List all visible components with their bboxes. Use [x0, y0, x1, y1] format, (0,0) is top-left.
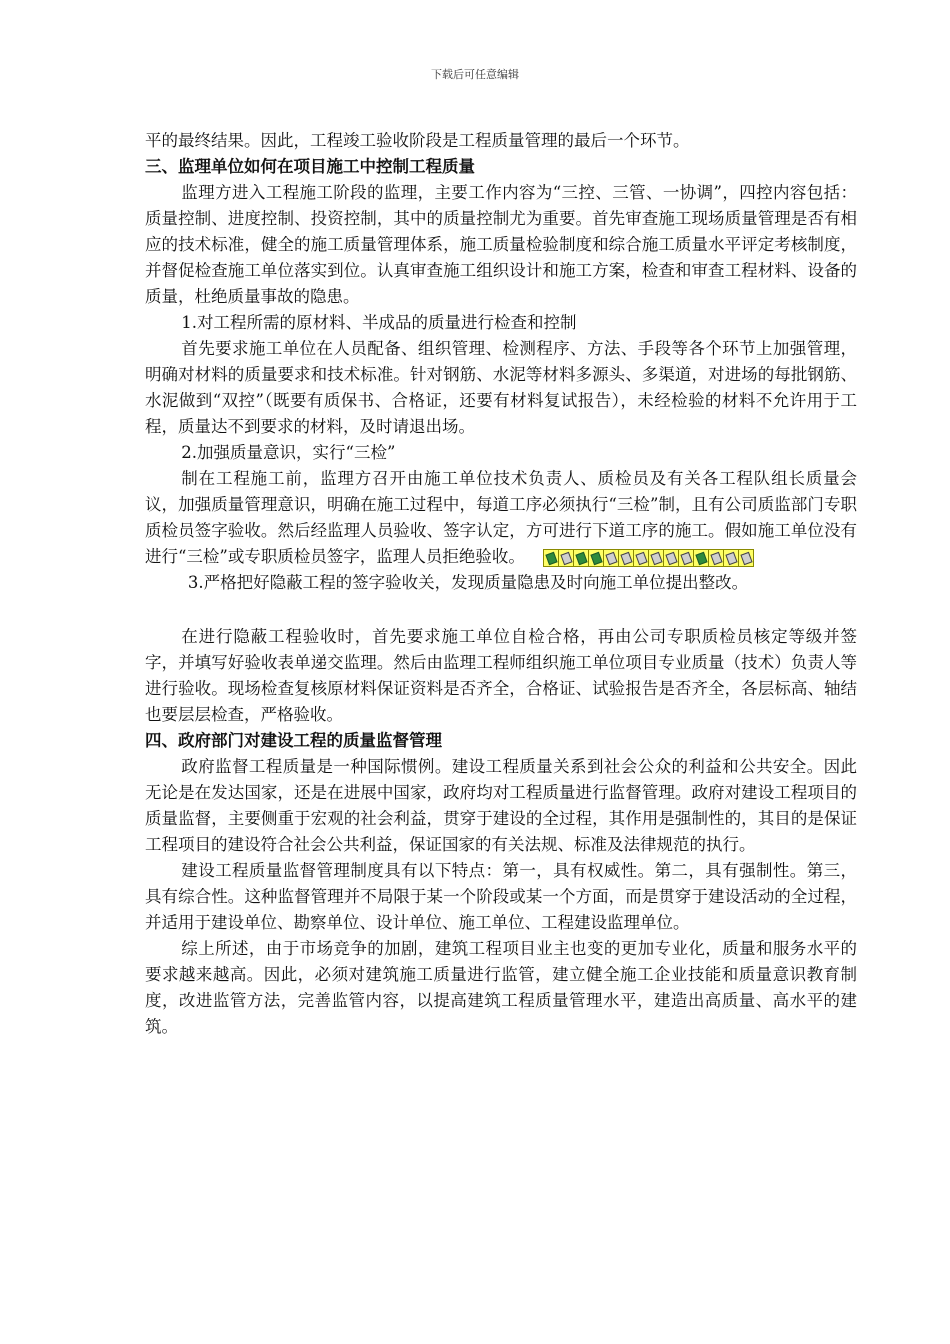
pen-icon [589, 550, 604, 566]
paragraph-conclusion: 综上所述，由于市场竞争的加剧，建筑工程项目业主也变的更加专业化，质量和服务水平的要求越来越高。因此，必须对建筑施工质量进行监管，建立健全施工企业技能和质量意识教育制度，改进监管方法，完善监管内容，以提高建筑工程质量管理水平，建造出高质量、高水平的建筑。 [145, 939, 857, 1036]
pen-icon [694, 550, 709, 566]
paragraph-concealed-works: 在进行隐蔽工程验收时，首先要求施工单位自检合格，再由公司专职质检员核定等级并签字，并填写好验收表单递交监理。然后由监理工程师组织施工单位项目专业质量（技术）负责人等进行验收。现场检查复核原材料保证资料是否齐全，合格证、试验报告是否齐全，各层标高、轴结也要层层检查，严格验收。 [145, 627, 857, 724]
pencil-icon [664, 550, 679, 566]
subheading-1: 1.对工程所需的原材料、半成品的质量进行检查和控制 [181, 313, 577, 332]
paragraph-supervision-intro: 监理方进入工程施工阶段的监理，主要工作内容为“三控、三管、一协调”，四控内容包括：质量控制、进度控制、投资控制，其中的质量控制尤为重要。首先审查施工现场质量管理是否有相应的技术标准，健全的施工质量管理体系，施工质量检验制度和综合施工质量水平评定考核制度，并督促检查施工单位落实到位。认真审查施工组织设计和施工方案，检查和审查工程材料、设备的质量，杜绝质量事故的隐患。 [145, 183, 857, 306]
pencil-icon [679, 550, 694, 566]
paragraph-materials: 首先要求施工单位在人员配备、组织管理、检测程序、方法、手段等各个环节上加强管理，明确对材料的质量要求和技术标准。针对钢筋、水泥等材料多源头、多渠道，对进场的每批钢筋、水泥做到“双控”（既要有质保书、合格证，还要有材料复试报告），未经检验的材料不允许用于工程，质量达不到要求的材料，及时请退出场。 [145, 339, 857, 436]
pencil-icon [559, 550, 574, 566]
subheading-2: 2.加强质量意识，实行“三检” [181, 443, 396, 462]
subheading-3: 3.严格把好隐蔽工程的签字验收关，发现质量隐患及时向施工单位提出整改。 [187, 573, 749, 592]
paragraph-government-supervision: 政府监督工程质量是一种国际惯例。建设工程质量关系到社会公众的利益和公共安全。因此无论是在发达国家，还是在进展中国家，政府均对工程质量进行监督管理。政府对建设工程项目的质量监督，主要侧重于宏观的社会利益，贯穿于建设的全过程，其作用是强制性的，其目的是保证工程项目的建设符合社会公共利益，保证国家的有关法规、标准及法律规范的执行。 [145, 757, 857, 854]
pen-icon [574, 550, 589, 566]
pencil-icon [739, 550, 753, 566]
page-header: 下载后可任意编辑 [431, 68, 519, 81]
pencil-icon [724, 550, 739, 566]
pencil-icon [604, 550, 619, 566]
section-heading-3: 三、监理单位如何在项目施工中控制工程质量 [145, 157, 475, 176]
section-heading-4: 四、政府部门对建设工程的质量监督管理 [145, 731, 442, 750]
pencil-icon [649, 550, 664, 566]
paragraph-continuation: 平的最终结果。因此，工程竣工验收阶段是工程质量管理的最后一个环节。 [145, 131, 690, 150]
paragraph-three-checks [145, 466, 857, 570]
pen-icon [544, 550, 559, 566]
pencil-icon [619, 550, 634, 566]
document-body [145, 128, 857, 1040]
paragraph-system-features: 建设工程质量监督管理制度具有以下特点：第一，具有权威性。第二，具有强制性。第三，具有综合性。这种监督管理并不局限于某一个阶段或某一个方面，而是贯穿于建设活动的全过程，并适用于建设单位、勘察单位、设计单位、施工单位、工程建设监理单位。 [145, 861, 857, 932]
pencil-icon [709, 550, 724, 566]
blank-line [145, 596, 857, 624]
icon-strip [543, 549, 754, 567]
paragraph-three-checks-text: 制在工程施工前，监理方召开由施工单位技术负责人、质检员及有关各工程队组长质量会议，加强质量管理意识，明确在施工过程中，每道工序必须执行“三检”制，且有公司质监部门专职质检员签字验收。然后经监理人员验收、签字认定，方可进行下道工序的施工。假如施工单位没有进行“三检”或专职质检员签字，监理人员拒绝验收。 [145, 469, 857, 566]
pencil-icon [634, 550, 649, 566]
